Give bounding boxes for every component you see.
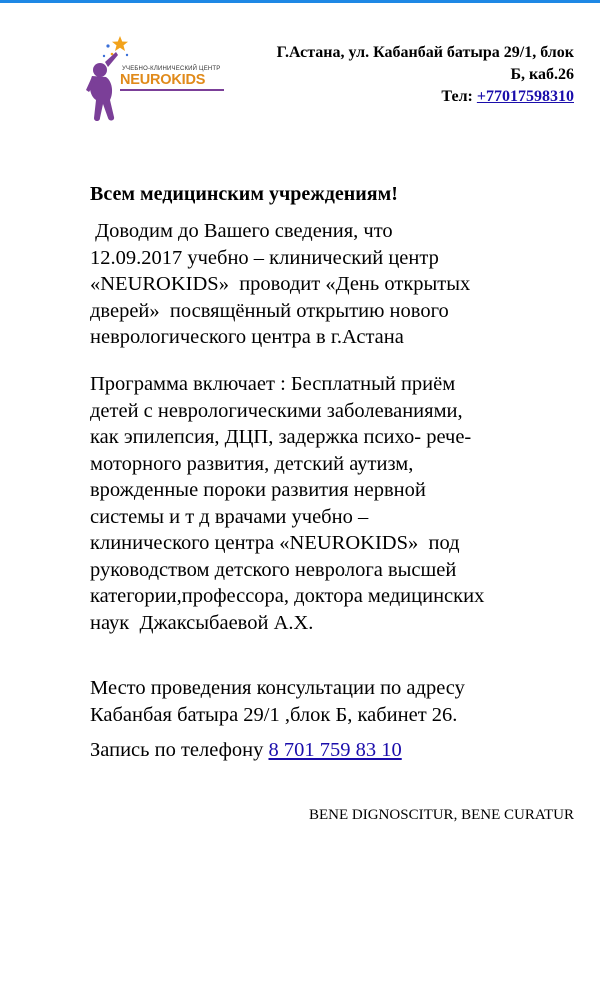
- header-address-block: [214, 42, 574, 108]
- text-line: категории,профессора, доктора медицинских: [90, 585, 485, 607]
- text-line: Место проведения консультации по адресу: [90, 677, 465, 699]
- latin-motto: BENE DIGNOSCITUR, BENE CURATUR: [308, 807, 574, 823]
- address-line: Г.Астана, ул. Кабанбай батыра 29/1, блок: [276, 44, 574, 61]
- text-line: 12.09.2017 учебно – клинический центр: [90, 246, 439, 269]
- address-line: Б, каб.26: [510, 66, 574, 83]
- text-line: «NEUROKIDS» проводит «День открытых: [90, 273, 471, 295]
- booking-phone-link[interactable]: 8 701 759 83 10: [268, 739, 402, 761]
- text-line: системы и т д врачами учебно –: [90, 505, 369, 528]
- text-line: врожденные пороки развития нервной: [90, 479, 426, 501]
- text-line: Кабанбая батыра 29/1 ,блок Б, кабинет 26.: [90, 703, 458, 726]
- text-line: дверей» посвящённый открытию нового: [90, 299, 449, 322]
- logo-brand-text: NEUROKIDS: [120, 72, 206, 88]
- paragraph-announcement: [90, 218, 590, 351]
- phone-label: Тел:: [441, 88, 477, 105]
- booking-line: [90, 737, 590, 764]
- text-line: детей с неврологическими заболеваниями,: [90, 399, 463, 422]
- text-line: наук Джаксыбаевой А.Х.: [90, 611, 314, 634]
- paragraph-program: [90, 371, 590, 636]
- phone-line: [214, 86, 574, 108]
- paragraph-location: [90, 675, 590, 728]
- header-phone-link[interactable]: +77017598310: [476, 88, 574, 105]
- text-line: Доводим до Вашего сведения, что: [90, 220, 393, 242]
- booking-label: Запись по телефону: [90, 739, 269, 761]
- text-line: неврологического центра в г.Астана: [90, 326, 404, 348]
- top-accent-bar: [0, 0, 600, 3]
- text-line: моторного развития, детский аутизм,: [90, 452, 414, 475]
- text-line: Программа включает : Бесплатный приём: [90, 373, 456, 395]
- letter-heading: Всем медицинским учреждениям!: [90, 183, 398, 205]
- logo-caption: УЧЕБНО-КЛИНИЧЕСКИЙ ЦЕНТР: [122, 66, 221, 72]
- logo-underline: [120, 89, 224, 91]
- text-line: клинического центра «NEUROKIDS» под: [90, 532, 460, 554]
- paragraph-booking: [90, 737, 590, 764]
- text-line: руководством детского невролога высшей: [90, 558, 457, 581]
- text-line: как эпилепсия, ДЦП, задержка психо- рече-: [90, 426, 472, 448]
